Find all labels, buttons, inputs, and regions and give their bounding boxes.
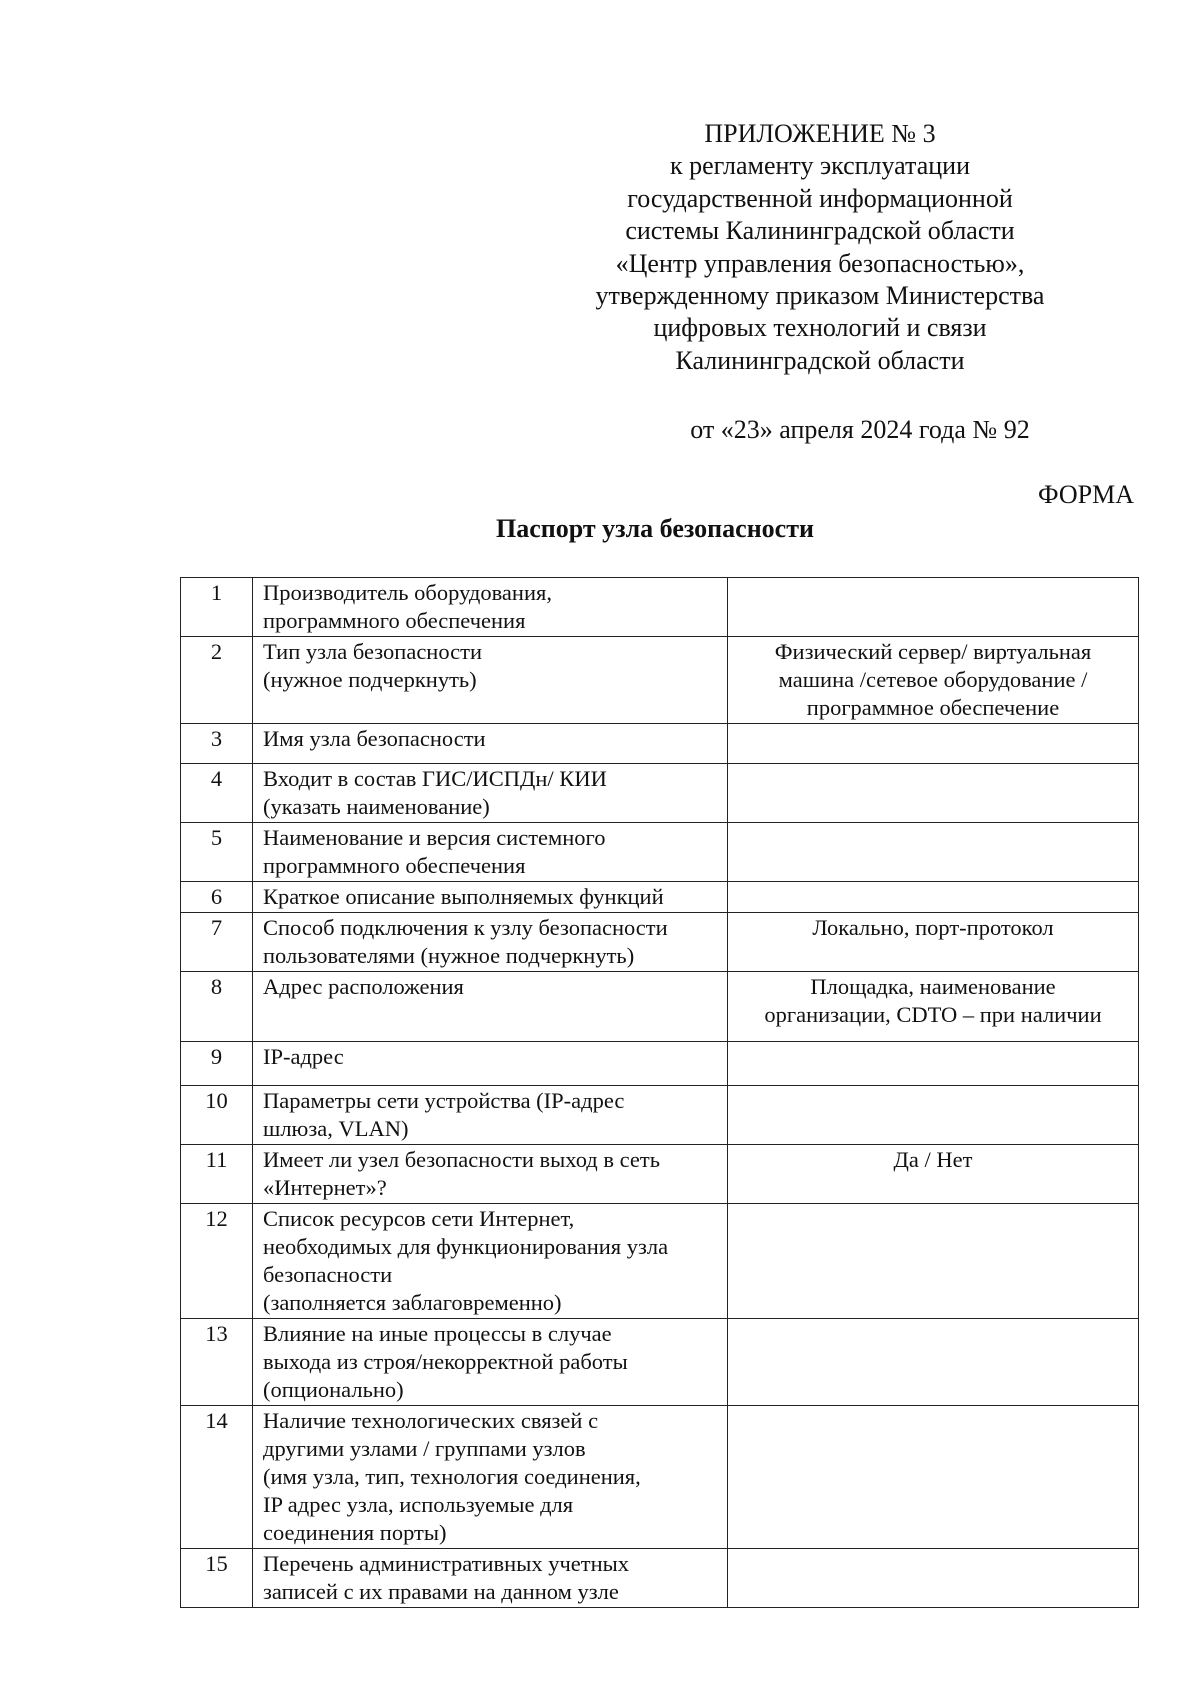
description-line: (имя узла, тип, технология соединения, xyxy=(263,1464,641,1489)
value-line: Локально, порт-протокол xyxy=(812,915,1054,940)
row-description xyxy=(253,1549,728,1608)
row-description xyxy=(253,1406,728,1549)
description-line: Наименование и версия системного xyxy=(263,825,606,850)
row-value-field xyxy=(728,1406,1139,1549)
row-value-field xyxy=(728,764,1139,823)
row-value-field xyxy=(728,1204,1139,1319)
row-value-field xyxy=(728,637,1139,724)
table-row xyxy=(181,1086,1139,1145)
table-row xyxy=(181,823,1139,882)
row-value-field xyxy=(728,578,1139,637)
row-number: 15 xyxy=(181,1549,253,1608)
row-number: 13 xyxy=(181,1319,253,1406)
table-row xyxy=(181,882,1139,913)
table-row xyxy=(181,1406,1139,1549)
table-row xyxy=(181,578,1139,637)
row-description xyxy=(253,764,728,823)
description-line: Имя узла безопасности xyxy=(263,726,486,751)
row-number: 1 xyxy=(181,578,253,637)
table-row xyxy=(181,1145,1139,1204)
passport-table xyxy=(180,577,1139,1608)
description-line: выхода из строя/некорректной работы xyxy=(263,1349,628,1374)
row-description xyxy=(253,882,728,913)
row-value-field xyxy=(728,1145,1139,1204)
table-row xyxy=(181,1204,1139,1319)
row-description xyxy=(253,972,728,1042)
description-line: программного обеспечения xyxy=(263,853,526,878)
row-number: 8 xyxy=(181,972,253,1042)
description-line: Влияние на иные процессы в случае xyxy=(263,1321,612,1346)
table-row xyxy=(181,972,1139,1042)
appendix-line: утвержденному приказом Министерства xyxy=(595,281,1045,311)
description-line: шлюза, VLAN) xyxy=(263,1116,409,1141)
appendix-line: цифровых технологий и связи xyxy=(653,313,987,343)
row-description xyxy=(253,578,728,637)
value-line: Площадка, наименование xyxy=(810,974,1056,999)
appendix-line: «Центр управления безопасностью», xyxy=(615,248,1025,278)
description-line: (нужное подчеркнуть) xyxy=(263,667,477,692)
description-line: Параметры сети устройства (IP-адрес xyxy=(263,1088,625,1113)
row-description xyxy=(253,637,728,724)
row-number: 3 xyxy=(181,724,253,764)
row-description xyxy=(253,1086,728,1145)
document-title: Паспорт узла безопасности xyxy=(496,514,814,543)
row-description xyxy=(253,913,728,972)
description-line: соединения порты) xyxy=(263,1520,447,1545)
value-line: Да / Нет xyxy=(893,1147,973,1172)
appendix-line: системы Калининградской области xyxy=(625,216,1015,246)
description-line: (заполняется заблаговременно) xyxy=(263,1290,562,1315)
row-value-field xyxy=(728,913,1139,972)
description-line: (указать наименование) xyxy=(263,794,490,819)
row-description xyxy=(253,823,728,882)
value-line: организации, CDTO – при наличии xyxy=(764,1002,1102,1027)
passport-table-body xyxy=(181,578,1139,1608)
table-row xyxy=(181,724,1139,764)
row-value-field xyxy=(728,1042,1139,1086)
row-number: 11 xyxy=(181,1145,253,1204)
description-line: программного обеспечения xyxy=(263,608,526,633)
description-line: пользователями (нужное подчеркнуть) xyxy=(263,943,635,968)
appendix-line: государственной информационной xyxy=(627,183,1013,213)
row-description xyxy=(253,1042,728,1086)
description-line: (опционально) xyxy=(263,1377,404,1402)
form-label: ФОРМА xyxy=(1038,480,1134,509)
table-row xyxy=(181,1319,1139,1406)
row-description xyxy=(253,1319,728,1406)
description-line: Способ подключения к узлу безопасности xyxy=(263,915,668,940)
description-line: Наличие технологических связей с xyxy=(263,1408,599,1433)
table-row xyxy=(181,913,1139,972)
row-value-field xyxy=(728,882,1139,913)
row-number: 2 xyxy=(181,637,253,724)
description-line: записей с их правами на данном узле xyxy=(263,1579,619,1604)
row-number: 4 xyxy=(181,764,253,823)
appendix-header xyxy=(560,118,1080,377)
row-number: 14 xyxy=(181,1406,253,1549)
description-line: Входит в состав ГИС/ИСПДн/ КИИ xyxy=(263,766,607,791)
description-line: Производитель оборудования, xyxy=(263,580,552,605)
description-line: Адрес расположения xyxy=(263,974,464,999)
row-value-field xyxy=(728,823,1139,882)
description-line: Краткое описание выполняемых функций xyxy=(263,884,664,909)
row-number: 5 xyxy=(181,823,253,882)
table-row xyxy=(181,637,1139,724)
description-line: «Интернет»? xyxy=(263,1175,387,1200)
value-line: Физический сервер/ виртуальная xyxy=(774,639,1092,664)
row-number: 10 xyxy=(181,1086,253,1145)
appendix-line: Калининградской области xyxy=(675,345,965,375)
value-line: машина /сетевое оборудование / xyxy=(778,667,1088,692)
description-line: IP-адрес xyxy=(263,1044,344,1069)
row-number: 7 xyxy=(181,913,253,972)
row-number: 12 xyxy=(181,1204,253,1319)
row-value-field xyxy=(728,1549,1139,1608)
appendix-line: к регламенту эксплуатации xyxy=(669,151,970,181)
description-line: Имеет ли узел безопасности выход в сеть xyxy=(263,1147,660,1172)
table-row xyxy=(181,1042,1139,1086)
description-line: Перечень административных учетных xyxy=(263,1551,630,1576)
description-line: необходимых для функционирования узла xyxy=(263,1234,669,1259)
row-value-field xyxy=(728,972,1139,1042)
table-row xyxy=(181,764,1139,823)
row-description xyxy=(253,1204,728,1319)
row-number: 9 xyxy=(181,1042,253,1086)
row-value-field xyxy=(728,1086,1139,1145)
appendix-title: ПРИЛОЖЕНИЕ № 3 xyxy=(704,119,936,148)
description-line: безопасности xyxy=(263,1262,393,1287)
appendix-date: от «23» апреля 2024 года № 92 xyxy=(690,415,1030,444)
row-description xyxy=(253,724,728,764)
description-line: IP адрес узла, используемые для xyxy=(263,1492,574,1517)
row-description xyxy=(253,1145,728,1204)
row-number: 6 xyxy=(181,882,253,913)
description-line: Тип узла безопасности xyxy=(263,639,483,664)
table-row xyxy=(181,1549,1139,1608)
description-line: другими узлами / группами узлов xyxy=(263,1436,586,1461)
value-line: программное обеспечение xyxy=(806,695,1060,720)
row-value-field xyxy=(728,724,1139,764)
description-line: Список ресурсов сети Интернет, xyxy=(263,1206,575,1231)
row-value-field xyxy=(728,1319,1139,1406)
